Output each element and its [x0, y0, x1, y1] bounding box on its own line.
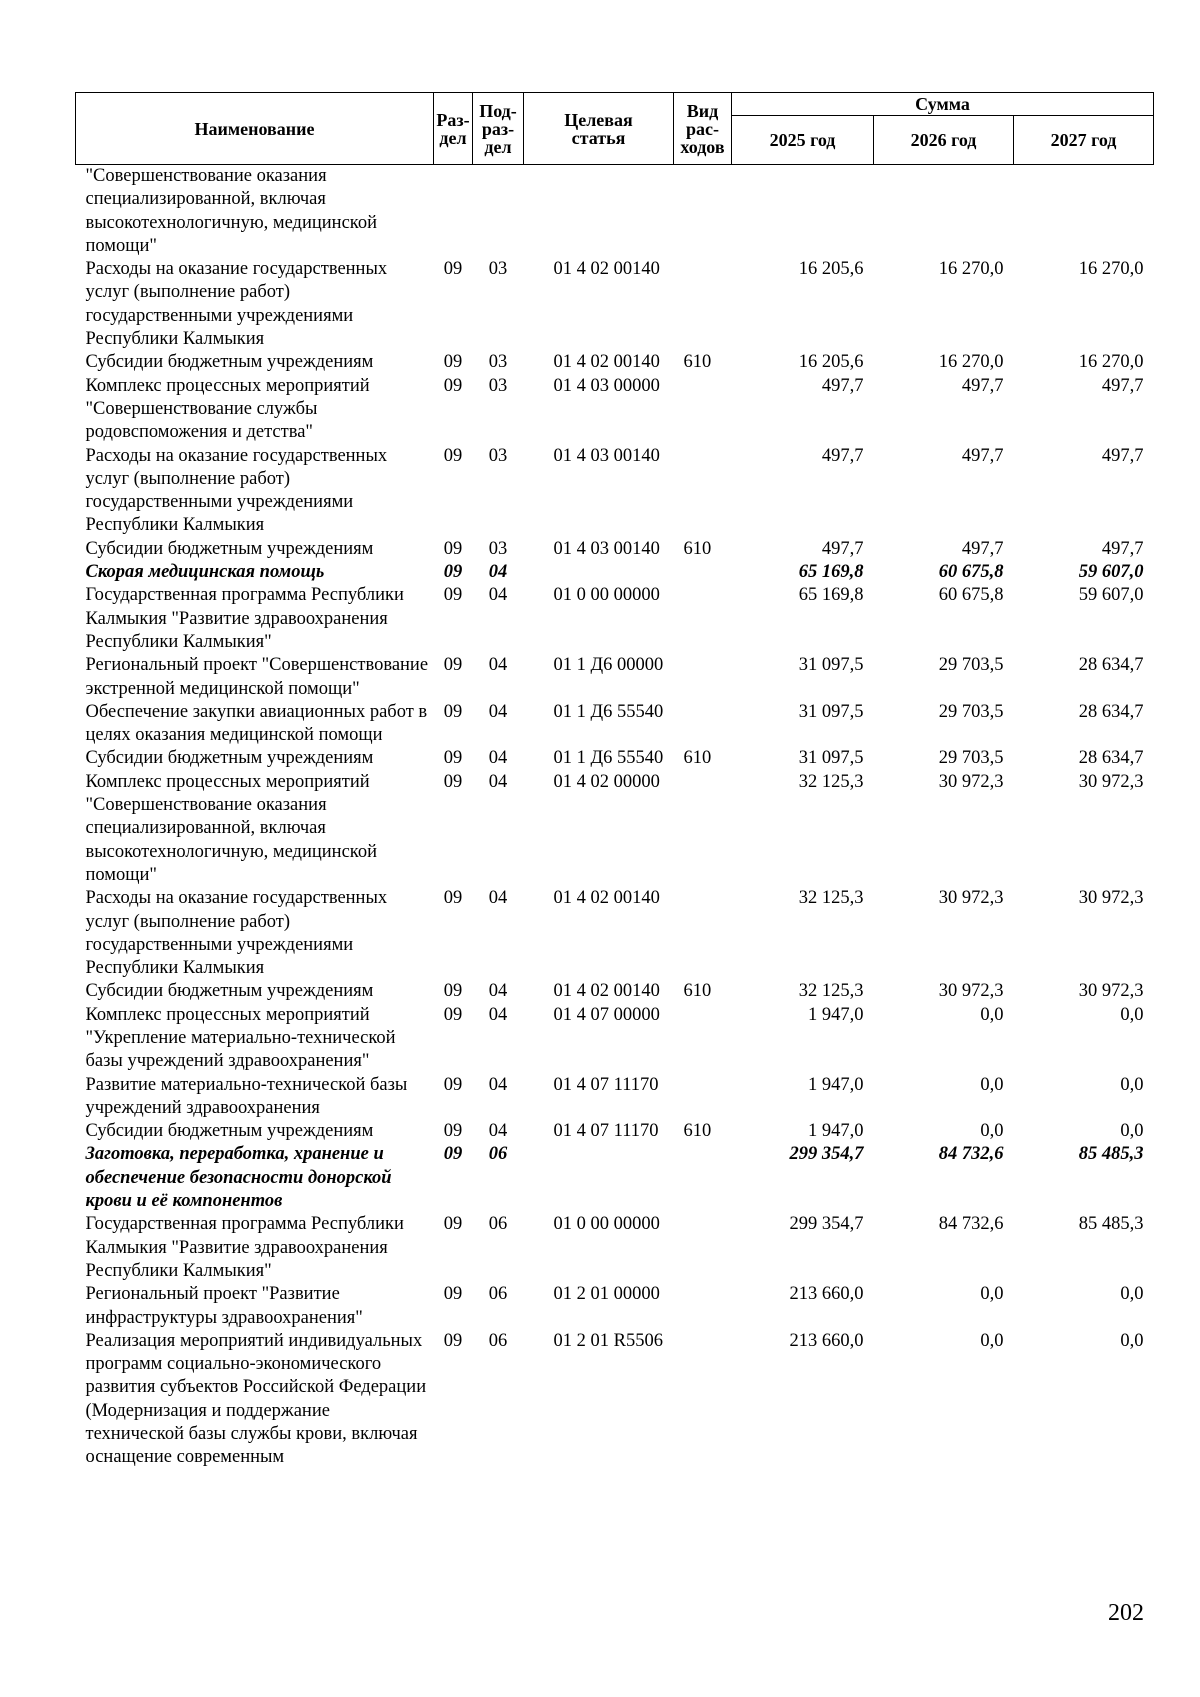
- cell-2026: 60 675,8: [938, 562, 1004, 583]
- header-summa: Сумма: [732, 93, 1154, 116]
- cell-celevaya: 01 4 02 00000: [553, 771, 660, 792]
- cell-podrazdel: 06: [488, 1284, 508, 1305]
- cell-vid: [674, 165, 732, 259]
- cell-vid: [674, 771, 732, 887]
- cell-razdel: 09: [443, 1330, 463, 1351]
- cell-razdel: 09: [443, 655, 463, 676]
- cell-celevaya: [524, 561, 674, 584]
- table-row: [76, 747, 1154, 770]
- table-row: [76, 771, 1154, 887]
- cell-2026: 497,7: [961, 375, 1004, 396]
- table-row: [76, 1074, 1154, 1121]
- cell-2025: 65 169,8: [798, 585, 864, 606]
- cell-2025: 32 125,3: [798, 771, 864, 792]
- table-row: [76, 165, 1154, 259]
- cell-name: Субсидии бюджетным учреждениям: [85, 538, 374, 559]
- cell-razdel: 09: [443, 771, 463, 792]
- cell-podrazdel: [473, 165, 524, 259]
- cell-celevaya: 01 4 07 11170: [553, 1121, 659, 1142]
- cell-podrazdel: 03: [488, 375, 508, 396]
- cell-2027: 30 972,3: [1078, 888, 1144, 909]
- table-row: [76, 1213, 1154, 1283]
- cell-2026: 30 972,3: [938, 981, 1004, 1002]
- cell-razdel: 09: [443, 445, 463, 466]
- cell-2025: [732, 165, 874, 259]
- cell-2025: 1 947,0: [808, 1074, 864, 1095]
- cell-2026: 29 703,5: [938, 748, 1004, 769]
- table-row: [76, 351, 1154, 374]
- cell-celevaya: 01 1 Д6 55540: [553, 748, 664, 769]
- table-row: [76, 980, 1154, 1003]
- cell-name: "Совершенствование оказания специализированной, включая высокотехнологичную, медицинской помощи": [85, 166, 377, 256]
- cell-podrazdel: 04: [488, 748, 508, 769]
- header-celevaya: Целевая статья: [524, 93, 674, 165]
- cell-name: Расходы на оказание государственных услуг (выполнение работ) государственными учреждениями Республики Калмыкия: [85, 445, 388, 536]
- cell-razdel: [434, 165, 473, 259]
- cell-2027: 0,0: [1120, 1284, 1144, 1305]
- cell-podrazdel: 04: [488, 1121, 508, 1142]
- header-2026: 2026 год: [874, 116, 1014, 165]
- cell-2026: 60 675,8: [938, 585, 1004, 606]
- cell-celevaya: 01 4 07 11170: [553, 1074, 659, 1095]
- cell-celevaya: 01 4 02 00140: [553, 352, 660, 373]
- cell-podrazdel: 04: [488, 771, 508, 792]
- cell-razdel: 09: [443, 1004, 463, 1025]
- table-row: [76, 1283, 1154, 1330]
- table-body: [76, 165, 1154, 1470]
- header-vid: Вид рас- ходов: [674, 93, 732, 165]
- cell-vid: [674, 1283, 732, 1330]
- cell-celevaya: 01 1 Д6 00000: [553, 655, 664, 676]
- table-row: [76, 654, 1154, 701]
- header-razdel: Раз- дел: [434, 93, 473, 165]
- cell-2027: 0,0: [1120, 1121, 1144, 1142]
- cell-podrazdel: 04: [488, 701, 508, 722]
- table-row: [76, 375, 1154, 445]
- cell-2026: 0,0: [980, 1284, 1004, 1305]
- cell-vid: [674, 445, 732, 538]
- cell-2027: 497,7: [1101, 375, 1144, 396]
- cell-2027: 0,0: [1120, 1074, 1144, 1095]
- cell-2027: 59 607,0: [1078, 562, 1144, 583]
- cell-podrazdel: 04: [488, 888, 508, 909]
- cell-celevaya: 01 1 Д6 55540: [553, 701, 664, 722]
- budget-table: [75, 92, 1154, 1470]
- cell-2025: 31 097,5: [798, 655, 864, 676]
- cell-2026: 16 270,0: [938, 352, 1004, 373]
- cell-name: Расходы на оказание государственных услуг (выполнение работ) государственными учреждениями Республики Калмыкия: [85, 888, 388, 979]
- cell-2025: 31 097,5: [798, 701, 864, 722]
- cell-celevaya: 01 0 00 00000: [553, 585, 660, 606]
- table-row: [76, 1004, 1154, 1074]
- table-row: [76, 1330, 1154, 1470]
- cell-2027: 28 634,7: [1078, 748, 1144, 769]
- cell-2027: 30 972,3: [1078, 771, 1144, 792]
- cell-name: Региональный проект "Совершенствование экстренной медицинской помощи": [85, 655, 429, 699]
- page-number: 202: [1108, 1600, 1144, 1626]
- cell-celevaya: 01 2 01 R5506: [553, 1330, 663, 1351]
- cell-celevaya: 01 0 00 00000: [553, 1214, 660, 1235]
- cell-2027: 59 607,0: [1078, 585, 1144, 606]
- cell-name: Комплекс процессных мероприятий "Совершенствование оказания специализированной, включая высокотехнологичную, медицинской помощи": [85, 771, 377, 885]
- cell-razdel: 09: [443, 538, 463, 559]
- cell-name: Реализация мероприятий индивидуальных программ социально-экономического развития субъектов Российской Федерации (Модернизация и поддержание технической базы службы крови, включая оснащение современным: [85, 1330, 427, 1468]
- cell-2027: 28 634,7: [1078, 655, 1144, 676]
- cell-vid: [674, 258, 732, 351]
- cell-name: Заготовка, переработка, хранение и обеспечение безопасности донорской крови и её компонентов: [85, 1144, 392, 1212]
- cell-2026: 30 972,3: [938, 771, 1004, 792]
- table-row: [76, 561, 1154, 584]
- header-podrazdel: Под- раз- дел: [473, 93, 524, 165]
- cell-celevaya: 01 4 03 00000: [553, 375, 660, 396]
- cell-2025: 16 205,6: [798, 259, 864, 280]
- cell-2025: 299 354,7: [789, 1214, 864, 1235]
- cell-podrazdel: 06: [488, 1144, 508, 1165]
- cell-name: Субсидии бюджетным учреждениям: [85, 1121, 374, 1142]
- cell-2025: 1 947,0: [808, 1004, 864, 1025]
- cell-2026: 0,0: [980, 1074, 1004, 1095]
- cell-celevaya: [524, 1143, 674, 1213]
- cell-name: Региональный проект "Развитие инфраструктуры здравоохранения": [85, 1284, 363, 1328]
- cell-vid: [674, 1074, 732, 1121]
- cell-2027: 30 972,3: [1078, 981, 1144, 1002]
- cell-celevaya: 01 4 02 00140: [553, 888, 660, 909]
- cell-razdel: 09: [443, 981, 463, 1002]
- cell-2026: 0,0: [980, 1004, 1004, 1025]
- cell-celevaya: 01 4 02 00140: [553, 981, 660, 1002]
- cell-razdel: 09: [443, 1284, 463, 1305]
- table-row: [76, 1120, 1154, 1143]
- cell-2025: 497,7: [821, 538, 864, 559]
- cell-podrazdel: 06: [488, 1330, 508, 1351]
- cell-podrazdel: 03: [488, 538, 508, 559]
- cell-vid: [674, 561, 732, 584]
- cell-2025: 32 125,3: [798, 888, 864, 909]
- cell-razdel: 09: [443, 888, 463, 909]
- cell-2026: 30 972,3: [938, 888, 1004, 909]
- cell-vid: 610: [683, 538, 712, 559]
- cell-2025: 32 125,3: [798, 981, 864, 1002]
- cell-razdel: 09: [443, 585, 463, 606]
- cell-2025: 1 947,0: [808, 1121, 864, 1142]
- cell-2026: [874, 165, 1014, 259]
- cell-2025: 213 660,0: [789, 1284, 864, 1305]
- cell-vid: 610: [683, 981, 712, 1002]
- cell-2026: 497,7: [961, 445, 1004, 466]
- cell-2025: 497,7: [821, 445, 864, 466]
- table-row: [76, 538, 1154, 561]
- cell-podrazdel: 04: [488, 562, 508, 583]
- header-2027: 2027 год: [1014, 116, 1154, 165]
- cell-name: Государственная программа Республики Калмыкия "Развитие здравоохранения Республики Калмыкия": [85, 585, 404, 652]
- table-row: [76, 887, 1154, 980]
- cell-celevaya: 01 4 03 00140: [553, 445, 660, 466]
- cell-razdel: 09: [443, 1144, 463, 1165]
- cell-2027: 497,7: [1101, 538, 1144, 559]
- cell-razdel: 09: [443, 375, 463, 396]
- cell-2026: 0,0: [980, 1330, 1004, 1351]
- cell-podrazdel: 04: [488, 585, 508, 606]
- table-header: [76, 93, 1154, 165]
- cell-2027: 85 485,3: [1078, 1144, 1144, 1165]
- cell-vid: [674, 701, 732, 748]
- cell-name: Государственная программа Республики Калмыкия "Развитие здравоохранения Республики Калмыкия": [85, 1214, 404, 1281]
- cell-vid: [674, 375, 732, 445]
- header-2025: 2025 год: [732, 116, 874, 165]
- cell-vid: 610: [683, 1121, 712, 1142]
- cell-razdel: 09: [443, 701, 463, 722]
- cell-celevaya: 01 4 02 00140: [553, 259, 660, 280]
- cell-vid: [674, 1004, 732, 1074]
- cell-2026: 0,0: [980, 1121, 1004, 1142]
- cell-podrazdel: 04: [488, 1004, 508, 1025]
- cell-name: Развитие материально-технической базы учреждений здравоохранения: [85, 1074, 408, 1118]
- cell-podrazdel: 04: [488, 655, 508, 676]
- cell-razdel: 09: [443, 562, 463, 583]
- cell-razdel: 09: [443, 352, 463, 373]
- header-name: Наименование: [76, 93, 434, 165]
- cell-2027: 0,0: [1120, 1330, 1144, 1351]
- cell-2027: 16 270,0: [1078, 352, 1144, 373]
- cell-2027: 28 634,7: [1078, 701, 1144, 722]
- cell-podrazdel: 04: [488, 1074, 508, 1095]
- cell-name: Субсидии бюджетным учреждениям: [85, 981, 374, 1002]
- cell-podrazdel: 04: [488, 981, 508, 1002]
- cell-vid: [674, 654, 732, 701]
- cell-razdel: 09: [443, 1074, 463, 1095]
- cell-name: Комплекс процессных мероприятий "Совершенствование службы родовспоможения и детства": [85, 375, 370, 443]
- cell-celevaya: 01 4 03 00140: [553, 538, 660, 559]
- cell-razdel: 09: [443, 1121, 463, 1142]
- cell-2025: 299 354,7: [789, 1144, 864, 1165]
- cell-2027: 0,0: [1120, 1004, 1144, 1025]
- budget-page: [75, 92, 1153, 1470]
- cell-2026: 84 732,6: [938, 1214, 1004, 1235]
- cell-vid: [674, 1143, 732, 1213]
- cell-celevaya: [524, 165, 674, 259]
- cell-2027: [1014, 165, 1154, 259]
- cell-razdel: 09: [443, 1214, 463, 1235]
- cell-2026: 16 270,0: [938, 259, 1004, 280]
- table-row: [76, 584, 1154, 654]
- cell-name: Расходы на оказание государственных услуг (выполнение работ) государственными учреждениями Республики Калмыкия: [85, 259, 388, 350]
- cell-2025: 31 097,5: [798, 748, 864, 769]
- cell-celevaya: 01 2 01 00000: [553, 1284, 660, 1305]
- cell-2025: 16 205,6: [798, 352, 864, 373]
- cell-2025: 213 660,0: [789, 1330, 864, 1351]
- cell-name: Обеспечение закупки авиационных работ в целях оказания медицинской помощи: [85, 701, 428, 746]
- cell-2026: 29 703,5: [938, 701, 1004, 722]
- cell-name: Субсидии бюджетным учреждениям: [85, 352, 374, 373]
- cell-2026: 497,7: [961, 538, 1004, 559]
- cell-name: Субсидии бюджетным учреждениям: [85, 748, 374, 769]
- table-row: [76, 445, 1154, 538]
- cell-vid: [674, 584, 732, 654]
- table-row: [76, 1143, 1154, 1213]
- cell-2027: 497,7: [1101, 445, 1144, 466]
- cell-podrazdel: 03: [488, 352, 508, 373]
- cell-podrazdel: 03: [488, 445, 508, 466]
- cell-2026: 29 703,5: [938, 655, 1004, 676]
- cell-celevaya: 01 4 07 00000: [553, 1004, 660, 1025]
- cell-podrazdel: 03: [488, 259, 508, 280]
- cell-2025: 497,7: [821, 375, 864, 396]
- cell-vid: [674, 887, 732, 980]
- cell-vid: [674, 1330, 732, 1470]
- cell-2027: 85 485,3: [1078, 1214, 1144, 1235]
- cell-2025: 65 169,8: [798, 562, 864, 583]
- cell-razdel: 09: [443, 259, 463, 280]
- cell-podrazdel: 06: [488, 1214, 508, 1235]
- cell-2027: 16 270,0: [1078, 259, 1144, 280]
- cell-name: Комплекс процессных мероприятий "Укрепление материально-технической базы учреждений здравоохранения": [85, 1004, 396, 1072]
- table-row: [76, 258, 1154, 351]
- cell-vid: [674, 1213, 732, 1283]
- cell-2026: 84 732,6: [938, 1144, 1004, 1165]
- cell-vid: 610: [683, 352, 712, 373]
- cell-name: Скорая медицинская помощь: [85, 562, 325, 583]
- table-row: [76, 701, 1154, 748]
- cell-razdel: 09: [443, 748, 463, 769]
- cell-vid: 610: [683, 748, 712, 769]
